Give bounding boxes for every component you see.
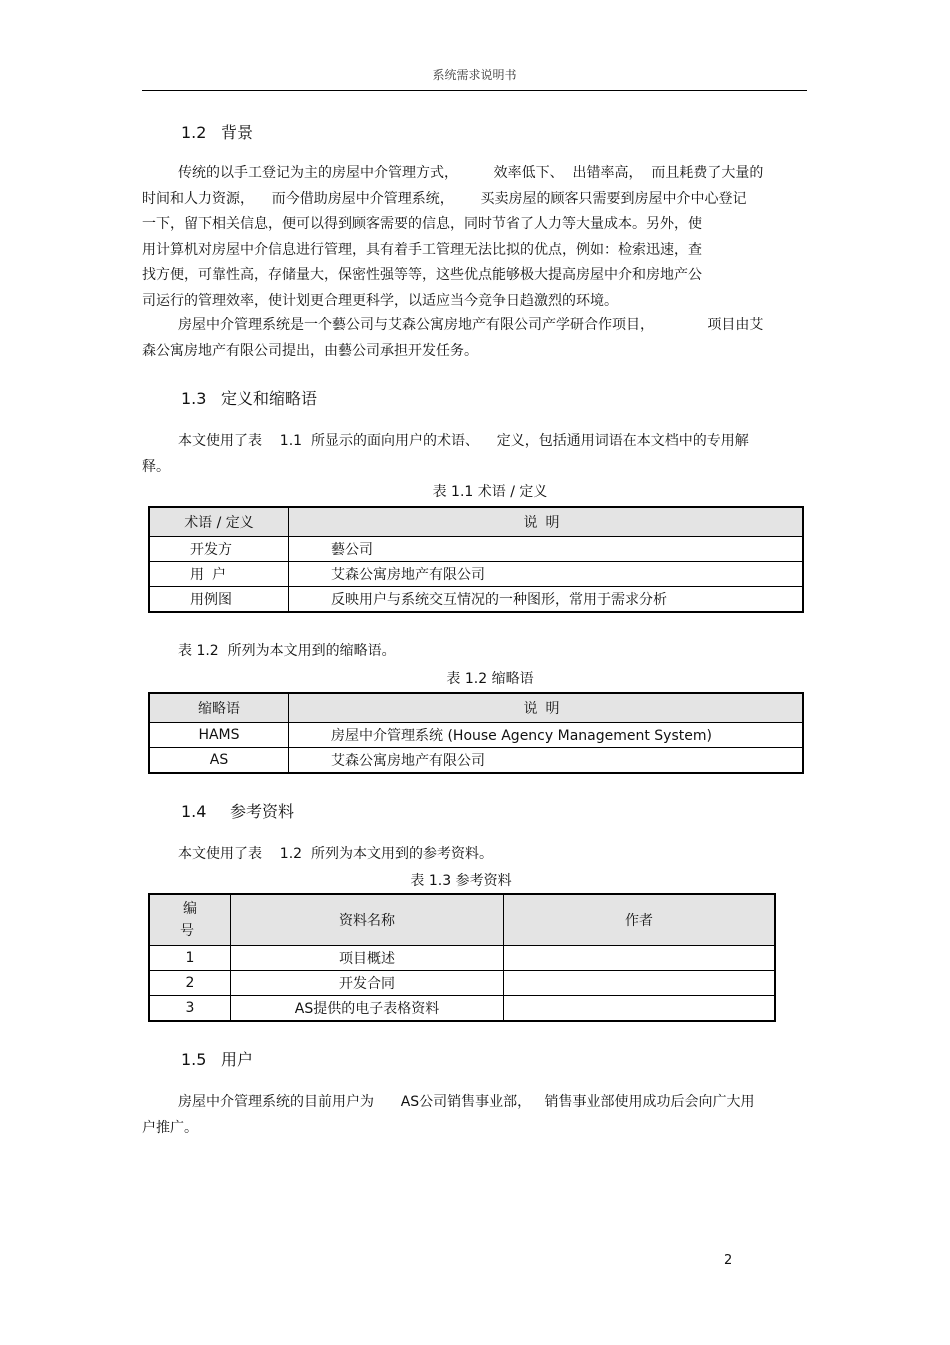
table-cell: 开发方 (149, 537, 289, 562)
text-line: 找方便，可靠性高，存储量大，保密性强等等，这些优点能够极大提高房屋中介和房地产公 (142, 267, 702, 283)
page-header: 系统需求说明书 (432, 68, 517, 82)
section-heading-users (181, 1047, 253, 1070)
table-header-row (149, 894, 775, 946)
table-cell: 3 (149, 996, 231, 1022)
column-header: 作者 (504, 894, 776, 946)
background-paragraph-1 (142, 161, 797, 314)
text-line: 司运行的管理效率，使计划更合理更科学，以适应当今竞争日趋激烈的环境。 (142, 292, 618, 309)
table-row (149, 971, 775, 996)
table-cell: AS (149, 748, 289, 774)
header-text: 编 (183, 901, 197, 917)
column-header: 缩略语 (149, 693, 289, 723)
table-cell: 艾森公寓房地产有限公司 (289, 562, 804, 587)
text-line: 房屋中介管理系统的目前用户为 AS公司销售事业部， 销售事业部使用成功后会向广大用 (178, 1094, 755, 1110)
table-cell: 反映用户与系统交互情况的一种图形，常用于需求分析 (289, 587, 804, 613)
text-line: 一下，留下相关信息，便可以得到顾客需要的信息，同时节省了人力等大量成本。另外，使 (142, 216, 702, 232)
text-line: 户推广。 (142, 1119, 198, 1136)
terms-table (148, 506, 804, 613)
page-number: 2 (724, 1253, 733, 1268)
section-heading-references (181, 799, 294, 822)
section-number: 1.5 (181, 1050, 207, 1069)
column-header: 资料名称 (231, 894, 504, 946)
section-number: 1.3 (181, 389, 207, 408)
column-header: 说明 (289, 507, 804, 537)
table-caption: 表 1.3 参考资料 (410, 873, 512, 889)
text-line: 本文使用了表 1.1 所显示的面向用户的术语、 定义，包括通用词语在本文档中的专用解 (178, 433, 749, 449)
table-cell: HAMS (149, 723, 289, 748)
references-table (148, 893, 776, 1022)
table-cell: 房屋中介管理系统 (House Agency Management System) (289, 723, 804, 748)
table-cell (504, 996, 776, 1022)
section-heading-background (181, 120, 253, 143)
text-line: 传统的以手工登记为主的房屋中介管理方式， 效率低下、 出错率高， 而且耗费了大量的 (178, 165, 764, 181)
table-row (149, 537, 803, 562)
table-cell: 用户 (149, 562, 289, 587)
table-cell: 用例图 (149, 587, 289, 613)
table-row (149, 946, 775, 971)
table-row (149, 996, 775, 1022)
text-line: 森公寓房地产有限公司提出，由藝公司承担开发任务。 (142, 342, 478, 359)
text-line: 房屋中介管理系统是一个藝公司与艾森公寓房地产有限公司产学研合作项目， 项目由艾 (178, 317, 764, 333)
text-line: 时间和人力资源， 而今借助房屋中介管理系统， 买卖房屋的顾客只需要到房屋中介中心登记 (142, 190, 747, 207)
abbreviations-intro (142, 639, 797, 665)
table-row (149, 723, 803, 748)
table-caption: 表 1.2 缩略语 (446, 671, 534, 687)
table-cell (504, 946, 776, 971)
abbreviations-table (148, 692, 804, 774)
table-cell: 藝公司 (289, 537, 804, 562)
section-number: 1.4 (181, 802, 207, 821)
text-line: 用计算机对房屋中介信息进行管理，具有着手工管理无法比拟的优点，例如：检索迅速，查 (142, 241, 702, 258)
section-title: 背景 (221, 123, 254, 142)
table-header-row (149, 507, 803, 537)
references-intro (142, 842, 797, 868)
table-cell: 项目概述 (231, 946, 504, 971)
section-number: 1.2 (181, 123, 207, 142)
table-row (149, 562, 803, 587)
text-line: 表 1.2 所列为本文用到的缩略语。 (178, 643, 396, 659)
column-header: 说明 (289, 693, 804, 723)
section-heading-definitions (181, 386, 317, 409)
table-cell: 艾森公寓房地产有限公司 (289, 748, 804, 774)
background-paragraph-2 (142, 313, 797, 364)
table-caption: 表 1.1 术语 / 定义 (432, 484, 548, 500)
definitions-intro (142, 429, 797, 480)
table-header-row (149, 693, 803, 723)
column-header-number (149, 894, 231, 946)
text-line: 释。 (142, 458, 170, 475)
section-title: 定义和缩略语 (221, 389, 318, 408)
column-header: 术语 / 定义 (149, 507, 289, 537)
table-cell: 开发合同 (231, 971, 504, 996)
table-row (149, 587, 803, 613)
users-paragraph (142, 1090, 797, 1141)
section-title: 参考资料 (230, 802, 295, 821)
table-row (149, 748, 803, 774)
header-rule (142, 90, 807, 91)
header-text: 号 (180, 923, 194, 939)
table-cell: AS提供的电子表格资料 (231, 996, 504, 1022)
section-title: 用户 (221, 1050, 254, 1069)
table-cell: 2 (149, 971, 231, 996)
table-cell (504, 971, 776, 996)
table-cell: 1 (149, 946, 231, 971)
text-line: 本文使用了表 1.2 所列为本文用到的参考资料。 (178, 846, 493, 862)
